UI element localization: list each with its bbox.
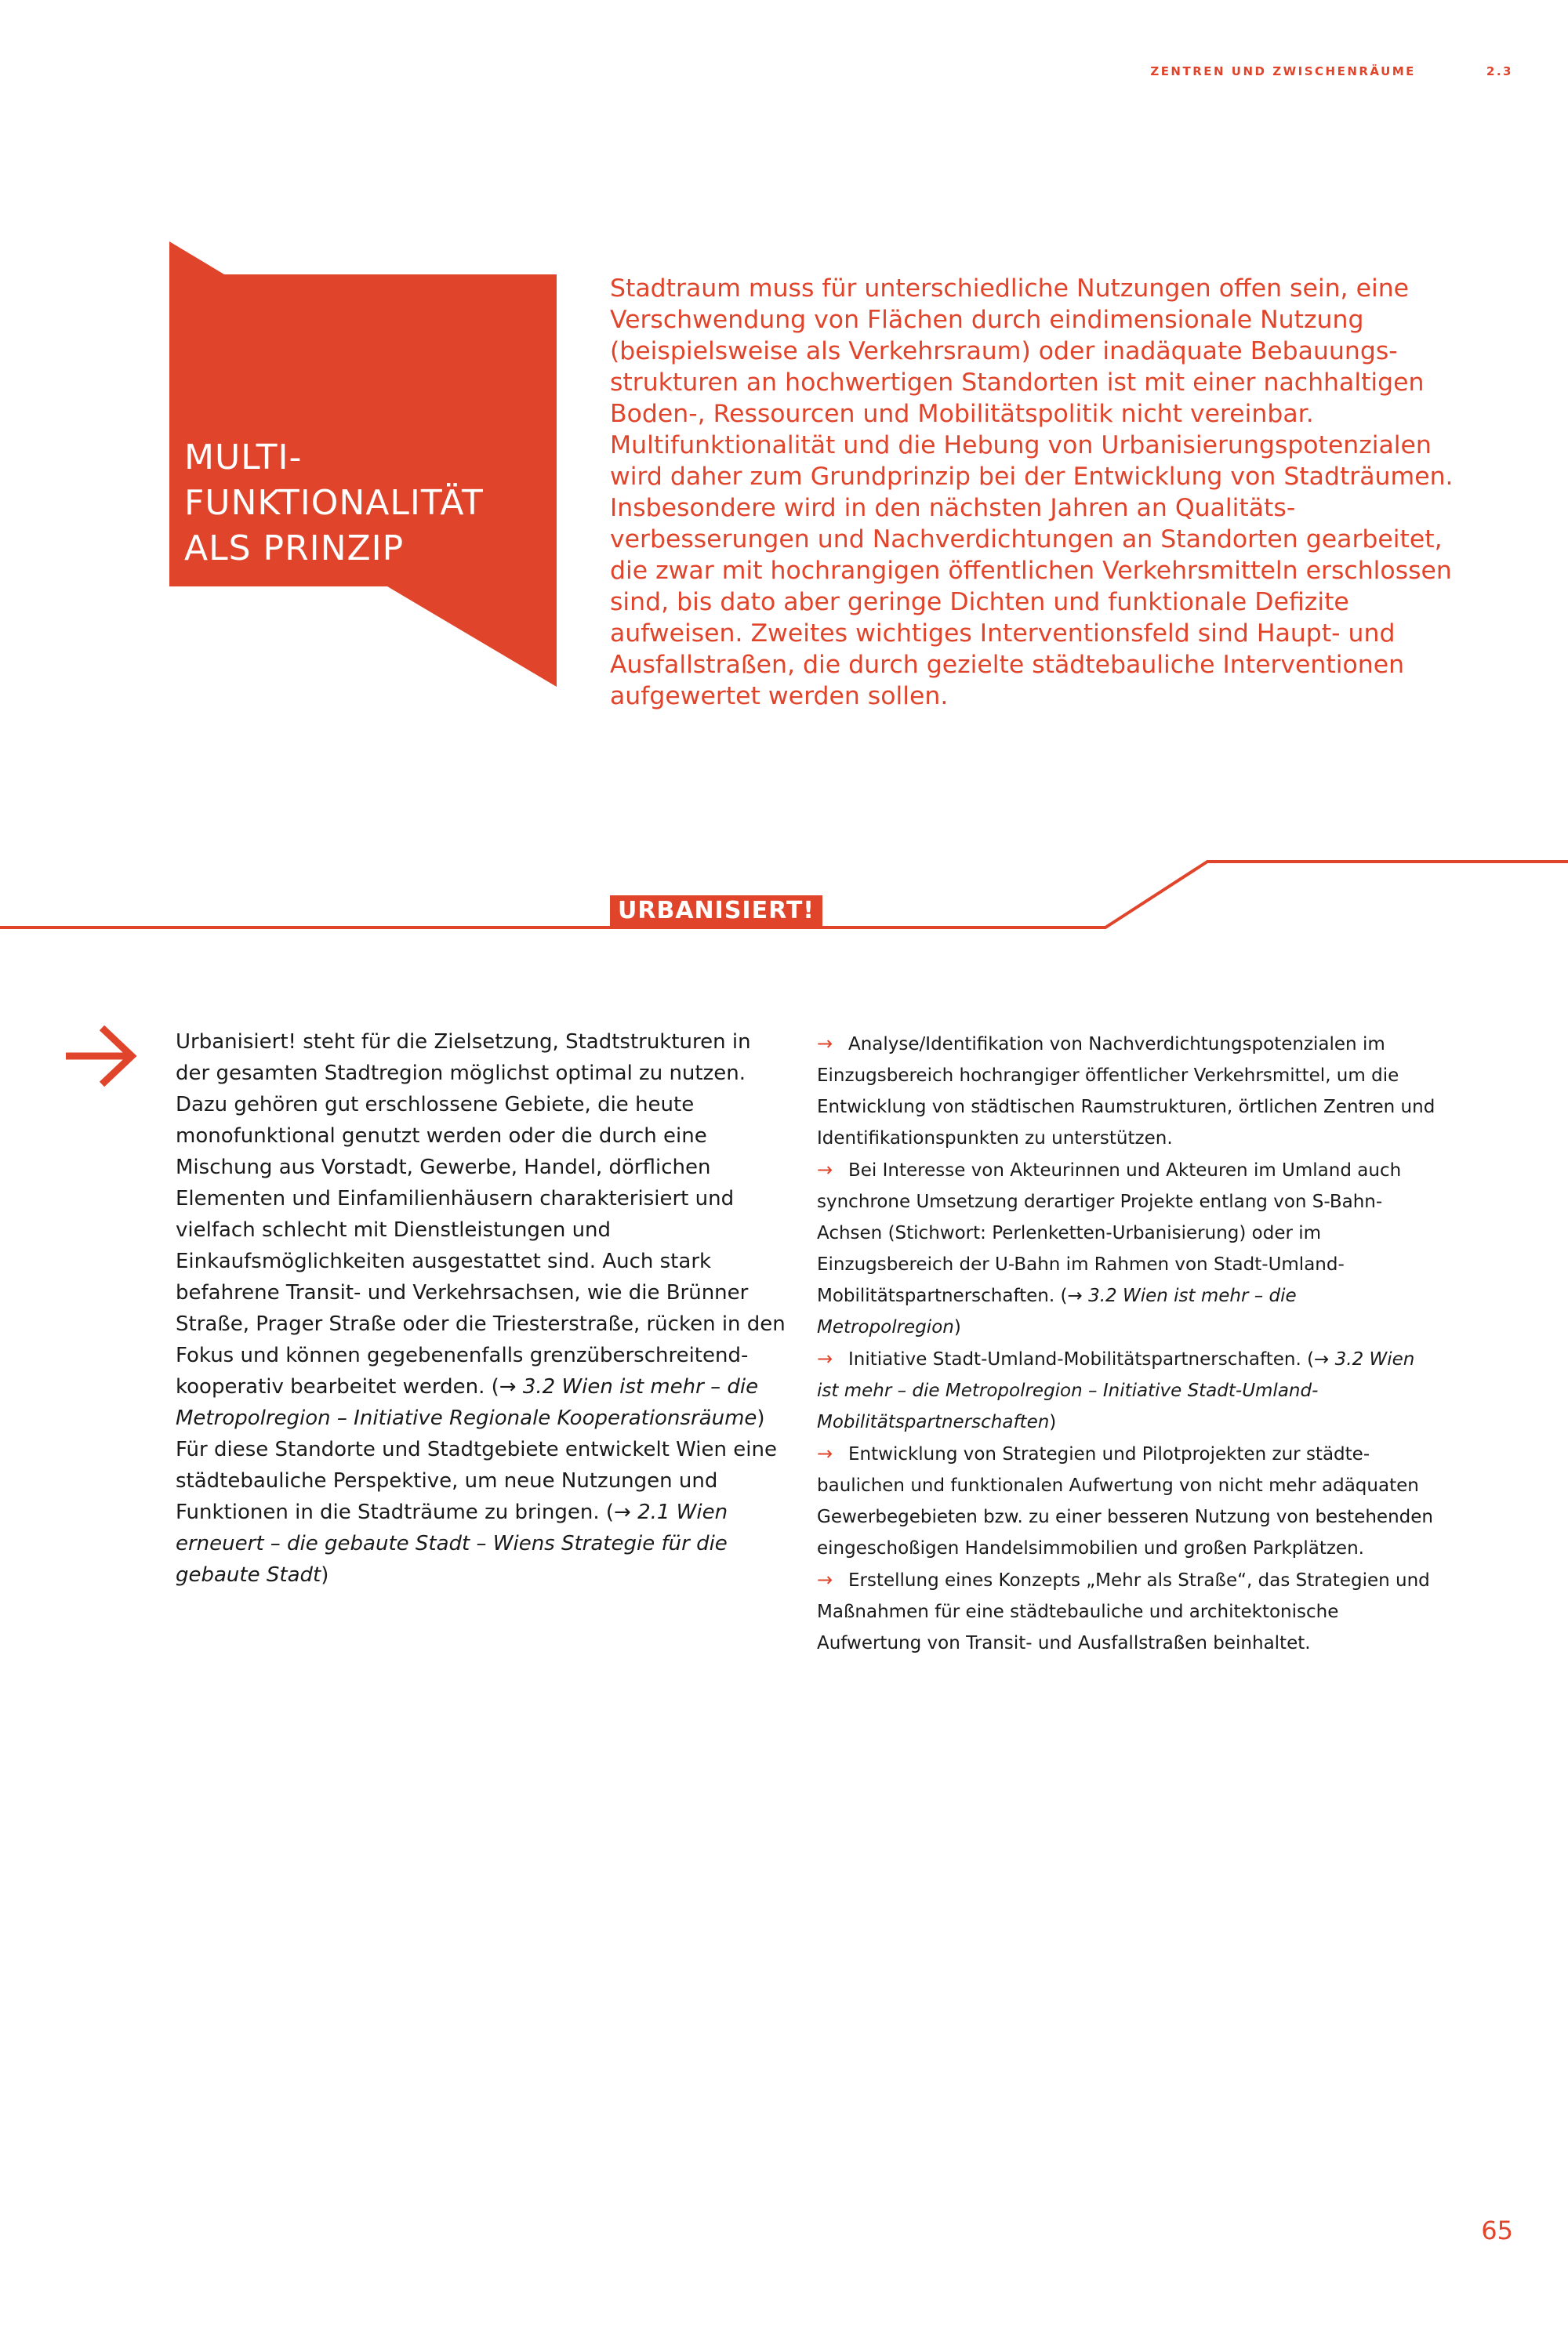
ref-close: ) xyxy=(757,1406,765,1430)
list-item xyxy=(817,1028,1436,1154)
banner-title-line: MULTI- xyxy=(184,437,303,477)
banner-title-line: FUNKTIONALITÄT xyxy=(184,483,484,523)
ref-open: (→ xyxy=(491,1375,523,1399)
list-item-text: Erstellung eines Konzepts „Mehr als Straße“, das Strategien und Maßnahmen für eine städtebauliche und architektonische Aufwertung von Transit- und Ausfallstraßen beinhaltet. xyxy=(817,1570,1430,1653)
ref-close: ) xyxy=(1049,1412,1057,1432)
intro-paragraph: Stadtraum muss für unterschiedliche Nutzungen offen sein, eine Verschwendung von Flächen durch eindimensionale Nutzung (beispielsweise als Verkehrsraum) oder inadäquate Bebauungsstrukturen an hochwertigen Standorten ist mit einer nachhaltigen Boden-, Ressourcen und Mobilitätspolitik nicht vereinbar. Multifunktionalität und die Hebung von Urbanisierungspotenzialen wird daher zum Grundprinzip bei der Entwicklung von Stadträumen. Insbesondere wird in den nächsten Jahren an Qualitätsverbesserungen und Nachverdichtungen an Standorten gearbeitet, die zwar mit hochrangigen öffentlichen Verkehrsmitteln erschlossen sind, bis dato aber geringe Dichten und funktionale Defizite aufweisen. Zweites wichtiges Interventionsfeld sind Haupt- und Ausfallstraßen, die durch gezielte städtebauliche Interventionen aufgewertet werden sollen. xyxy=(610,274,1454,710)
list-item-text: Analyse/Identifikation von Nachverdichtungspotenzialen im Einzugsbereich hochrangiger öffentlicher Verkehrsmittel, um die Entwicklung von städtischen Raumstrukturen, örtlichen Zentren und Identifikationspunkten zu unterstützen. xyxy=(817,1034,1436,1149)
arrow-right-icon: → xyxy=(817,1443,833,1465)
cross-reference[interactable]: 3.2 Wien ist mehr – die Metropolregion – Initiative Stadt-Umland-Mobilitätspartnerschaften xyxy=(817,1349,1415,1432)
list-item-text: Initiative Stadt-Umland-Mobilitätspartnerschaften. xyxy=(848,1349,1308,1370)
ref-open: (→ xyxy=(605,1501,638,1524)
list-item xyxy=(817,1343,1436,1438)
ref-open: (→ xyxy=(1060,1286,1089,1306)
cross-reference[interactable]: 3.2 Wien ist mehr – die Metropolregion xyxy=(817,1286,1297,1338)
section-title: ZENTREN UND ZWISCHENRÄUME xyxy=(1150,64,1416,78)
left-paragraph-1: Urbanisiert! steht für die Zielsetzung, Stadtstrukturen in der gesamten Stadtregion möglichst optimal zu nutzen. Dazu gehören gut erschlossene Gebiete, die heute monofunktional genutzt werden oder die durch eine Mischung aus Vorstadt, Gewerbe, Handel, dörflichen Elementen und Einfamilienhäusern charakterisiert und vielfach schlecht mit Dienstleistungen und Einkaufsmöglichkeiten ausgestattet sind. Auch stark befahrene Transit- und Verkehrsachsen, wie die Brünner Straße, Prager Straße oder die Triesterstraße, rücken in den Fokus und können gegebenenfalls grenzüberschreitend-kooperativ bearbeitet werden. xyxy=(176,1030,786,1399)
page-number: 65 xyxy=(1481,2216,1513,2245)
ref-open: (→ xyxy=(1307,1349,1335,1370)
section-label: URBANISIERT! xyxy=(610,895,822,927)
arrow-right-icon: → xyxy=(817,1159,833,1181)
section-number: 2.3 xyxy=(1486,64,1513,78)
bullet-list xyxy=(817,1028,1436,1659)
ref-close: ) xyxy=(953,1317,961,1338)
ref-close: ) xyxy=(321,1563,329,1587)
list-item-text: Bei Interesse von Akteurinnen und Akteuren im Umland auch synchrone Umsetzung derartiger Projekte entlang von S-Bahn-Achsen (Stichwort: Perlenketten-Urbanisierung) oder im Einzugsbereich der U-Bahn im Rahmen von Stadt-Umland-Mobilitätspartnerschaften. xyxy=(817,1160,1402,1306)
list-item xyxy=(817,1154,1436,1343)
left-column-text xyxy=(176,1026,787,1591)
list-item-text: Entwicklung von Strategien und Pilotprojekten zur städtebaulichen und funktionalen Aufwertung von nicht mehr adäquaten Gewerbegebieten bzw. zu einer besseren Nutzung von bestehenden eingeschoßigen Handelsimmobilien und großen Parkplätzen. xyxy=(817,1444,1433,1559)
list-item xyxy=(817,1564,1436,1659)
cross-reference[interactable]: 3.2 Wien ist mehr – die Metropolregion – Initiative Regionale Kooperationsräume xyxy=(176,1375,759,1430)
arrow-right-icon: → xyxy=(817,1569,833,1591)
running-header xyxy=(1150,64,1513,78)
cross-reference[interactable]: 2.1 Wien erneuert – die gebaute Stadt – Wiens Strategie für die gebaute Stadt xyxy=(176,1501,728,1587)
arrow-right-icon: → xyxy=(817,1348,833,1370)
left-paragraph-2: Für diese Standorte und Stadtgebiete entwickelt Wien eine städtebauliche Perspektive, um neue Nutzungen und Funktionen in die Stadträume zu bringen. xyxy=(176,1438,777,1524)
list-item xyxy=(817,1438,1436,1564)
banner-title-line: ALS PRINZIP xyxy=(184,528,405,568)
arrow-right-icon: → xyxy=(817,1033,833,1054)
big-arrow-icon xyxy=(63,1023,138,1089)
banner-title xyxy=(184,435,514,572)
